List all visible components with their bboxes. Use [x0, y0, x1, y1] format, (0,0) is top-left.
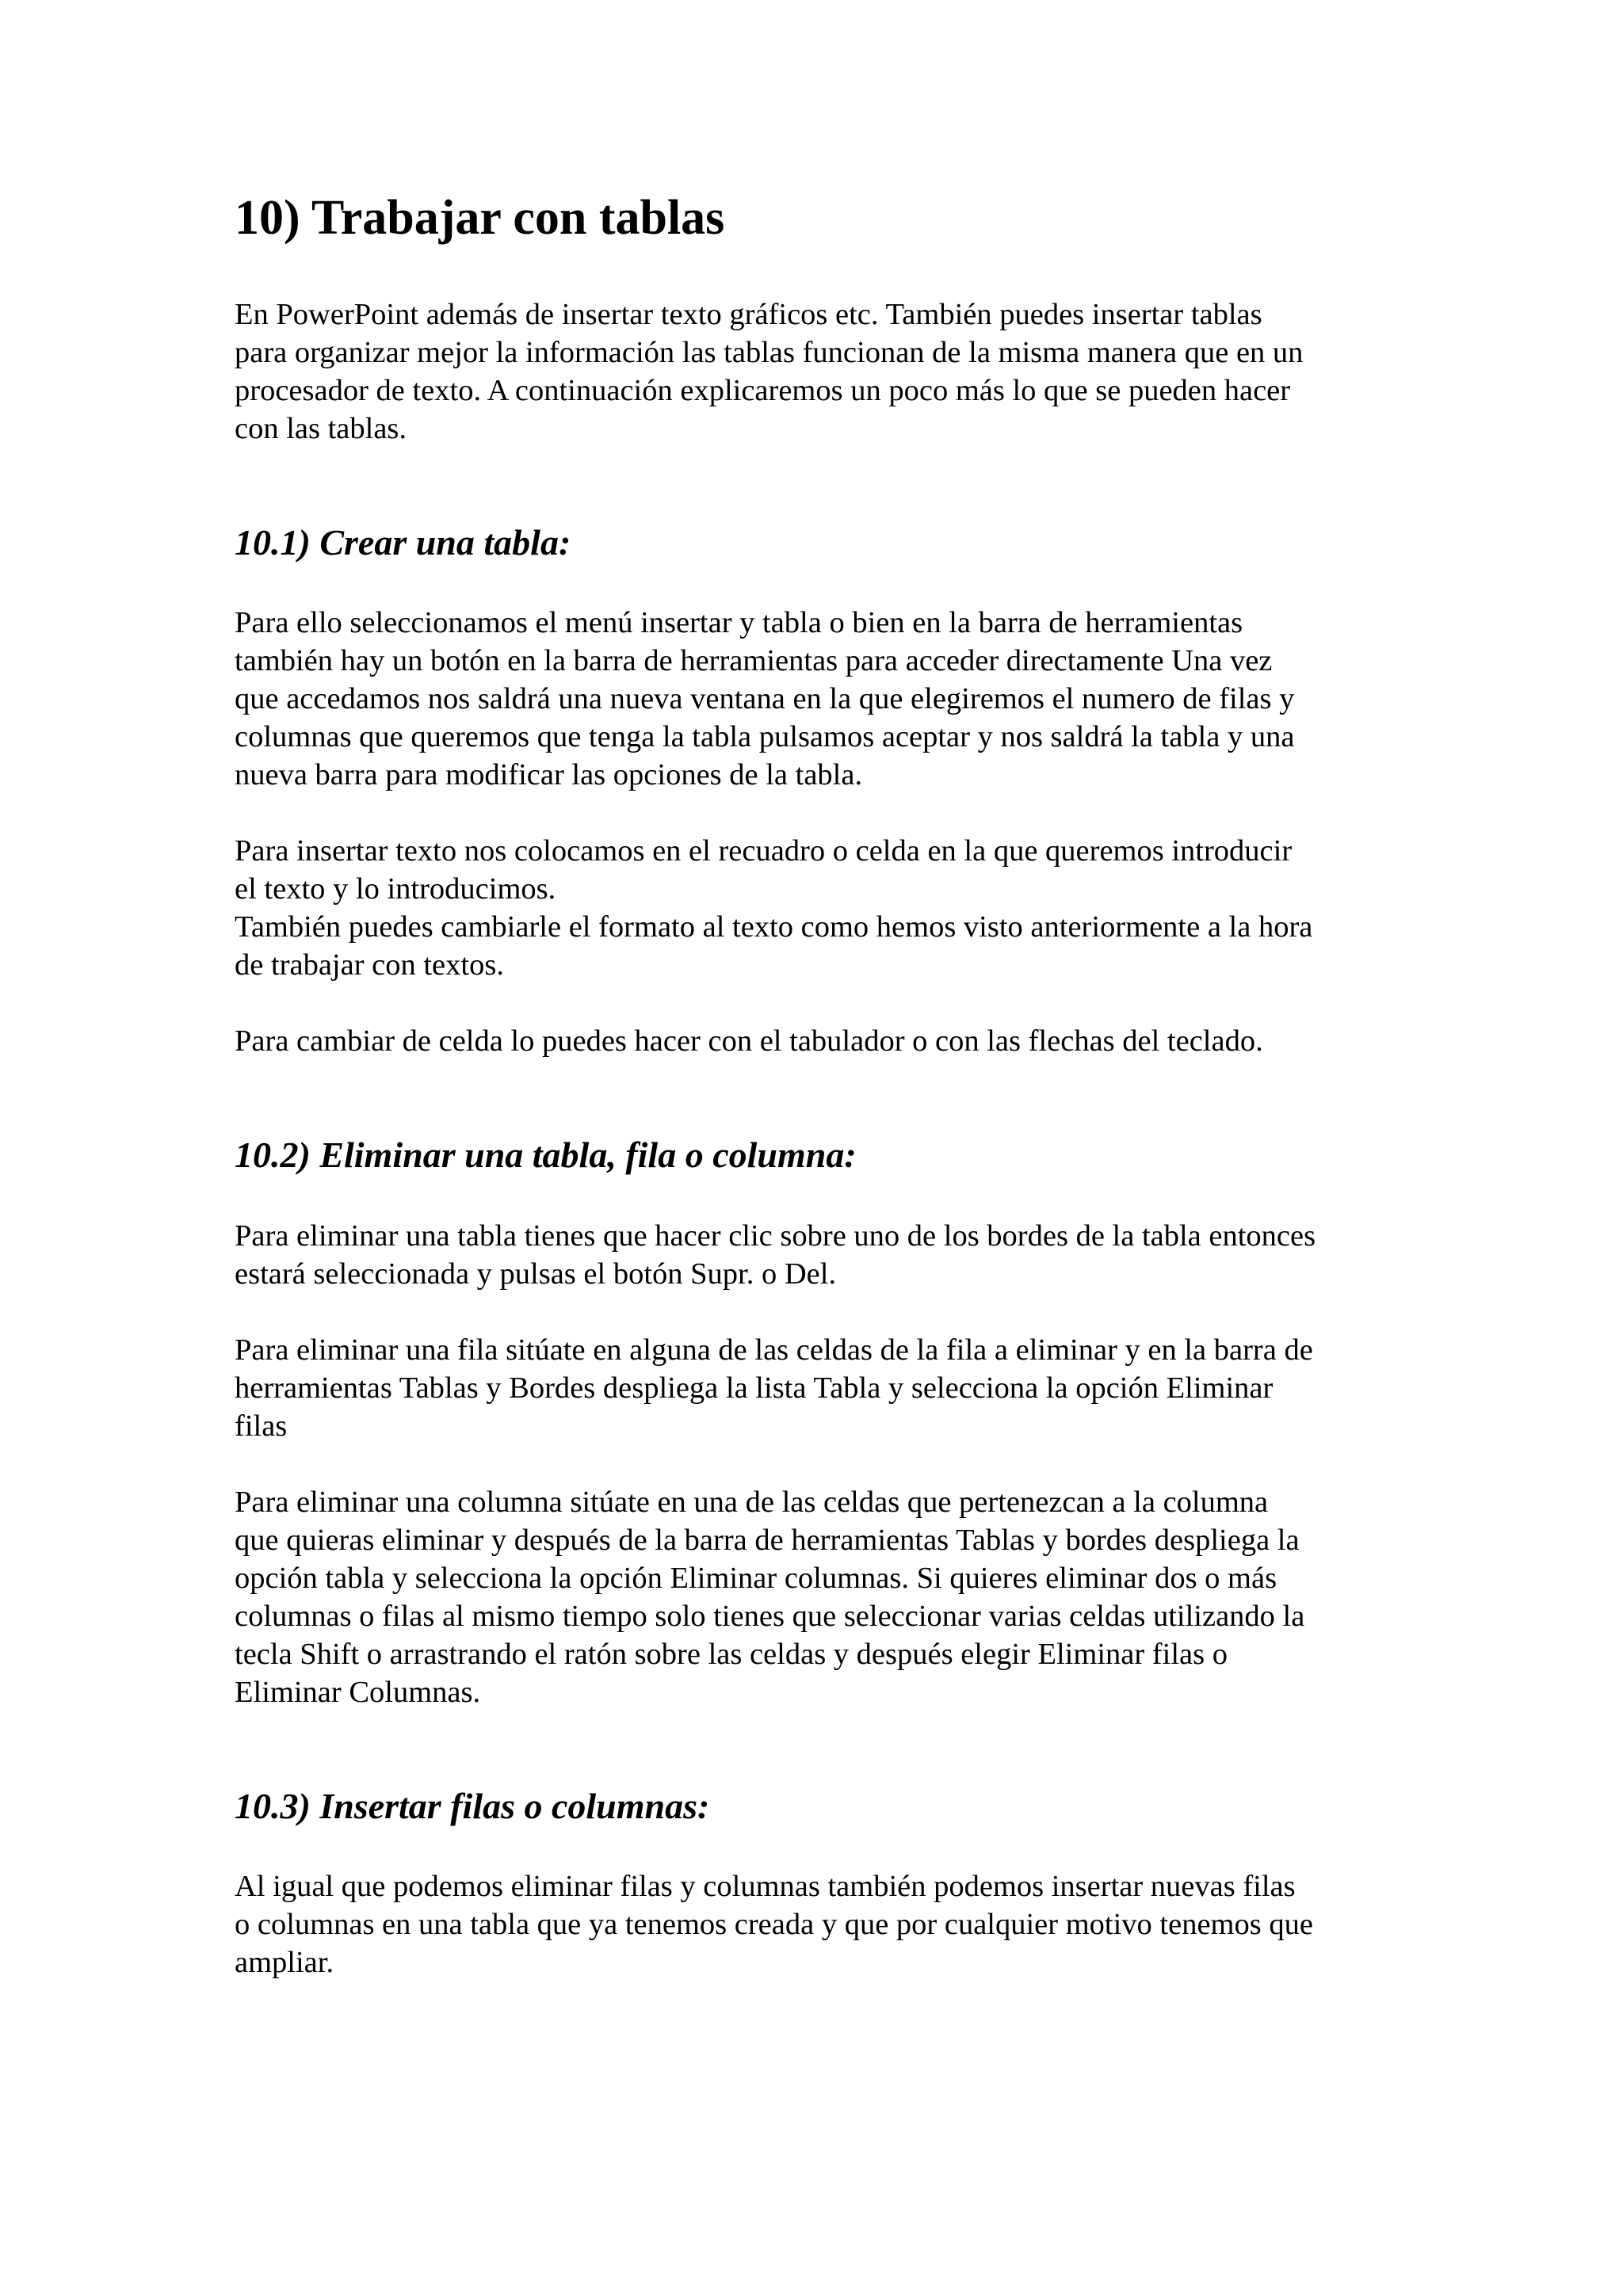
section-heading-insertar: 10.3) Insertar filas o columnas:	[235, 1785, 710, 1826]
section-heading-eliminar: 10.2) Eliminar una tabla, fila o columna:	[235, 1135, 857, 1176]
section-heading-crear-tabla: 10.1) Crear una tabla:	[235, 522, 571, 563]
paragraph-crear-tabla-2: Para insertar texto nos colocamos en el recuadro o celda en la que queremos introducir el texto y lo introducimos. También puedes cambiarle el formato al texto como hemos visto anteriormente a la hora de trabajar con textos.	[235, 834, 1313, 982]
paragraph-eliminar-3: Para eliminar una columna sitúate en una de las celdas que pertenezcan a la columna que quieras eliminar y después de la barra de herramientas Tablas y bordes despliega la opción tabla y selecciona la opción Eliminar columnas. Si quieres eliminar dos o más columnas o filas al mismo tiempo solo tienes que seleccionar varias celdas utilizando la tecla Shift o arrastrando el ratón sobre las celdas y después elegir Eliminar filas o Eliminar Columnas.	[235, 1485, 1305, 1709]
paragraph-crear-tabla-1: Para ello seleccionamos el menú insertar y tabla o bien en la barra de herramientas también hay un botón en la barra de herramientas para acceder directamente Una vez que accedamos nos saldrá una nueva ventana en la que elegiremos el numero de filas y columnas que queremos que tenga la tabla pulsamos aceptar y nos saldrá la tabla y una nueva barra para modificar las opciones de la tabla.	[235, 606, 1295, 792]
document-body	[235, 190, 1423, 1981]
page-title: 10) Trabajar con tablas	[235, 191, 725, 245]
paragraph-crear-tabla-3: Para cambiar de celda lo puedes hacer con el tabulador o con las flechas del teclado.	[235, 1024, 1263, 1058]
paragraph-eliminar-1: Para eliminar una tabla tienes que hacer clic sobre uno de los bordes de la tabla entonces estará seleccionada y pulsas el botón Supr. o Del.	[235, 1219, 1316, 1291]
paragraph-eliminar-2: Para eliminar una fila sitúate en alguna de las celdas de la fila a eliminar y en la barra de herramientas Tablas y Bordes despliega la lista Tabla y selecciona la opción Eliminar filas	[235, 1333, 1313, 1443]
intro-paragraph: En PowerPoint además de insertar texto gráficos etc. También puedes insertar tablas para organizar mejor la información las tablas funcionan de la misma manera que en un procesador de texto. A continuación explicaremos un poco más lo que se pueden hacer con las tablas.	[235, 298, 1304, 446]
paragraph-insertar-1: Al igual que podemos eliminar filas y columnas también podemos insertar nuevas filas o columnas en una tabla que ya tenemos creada y que por cualquier motivo tenemos que ampliar.	[235, 1869, 1313, 1979]
